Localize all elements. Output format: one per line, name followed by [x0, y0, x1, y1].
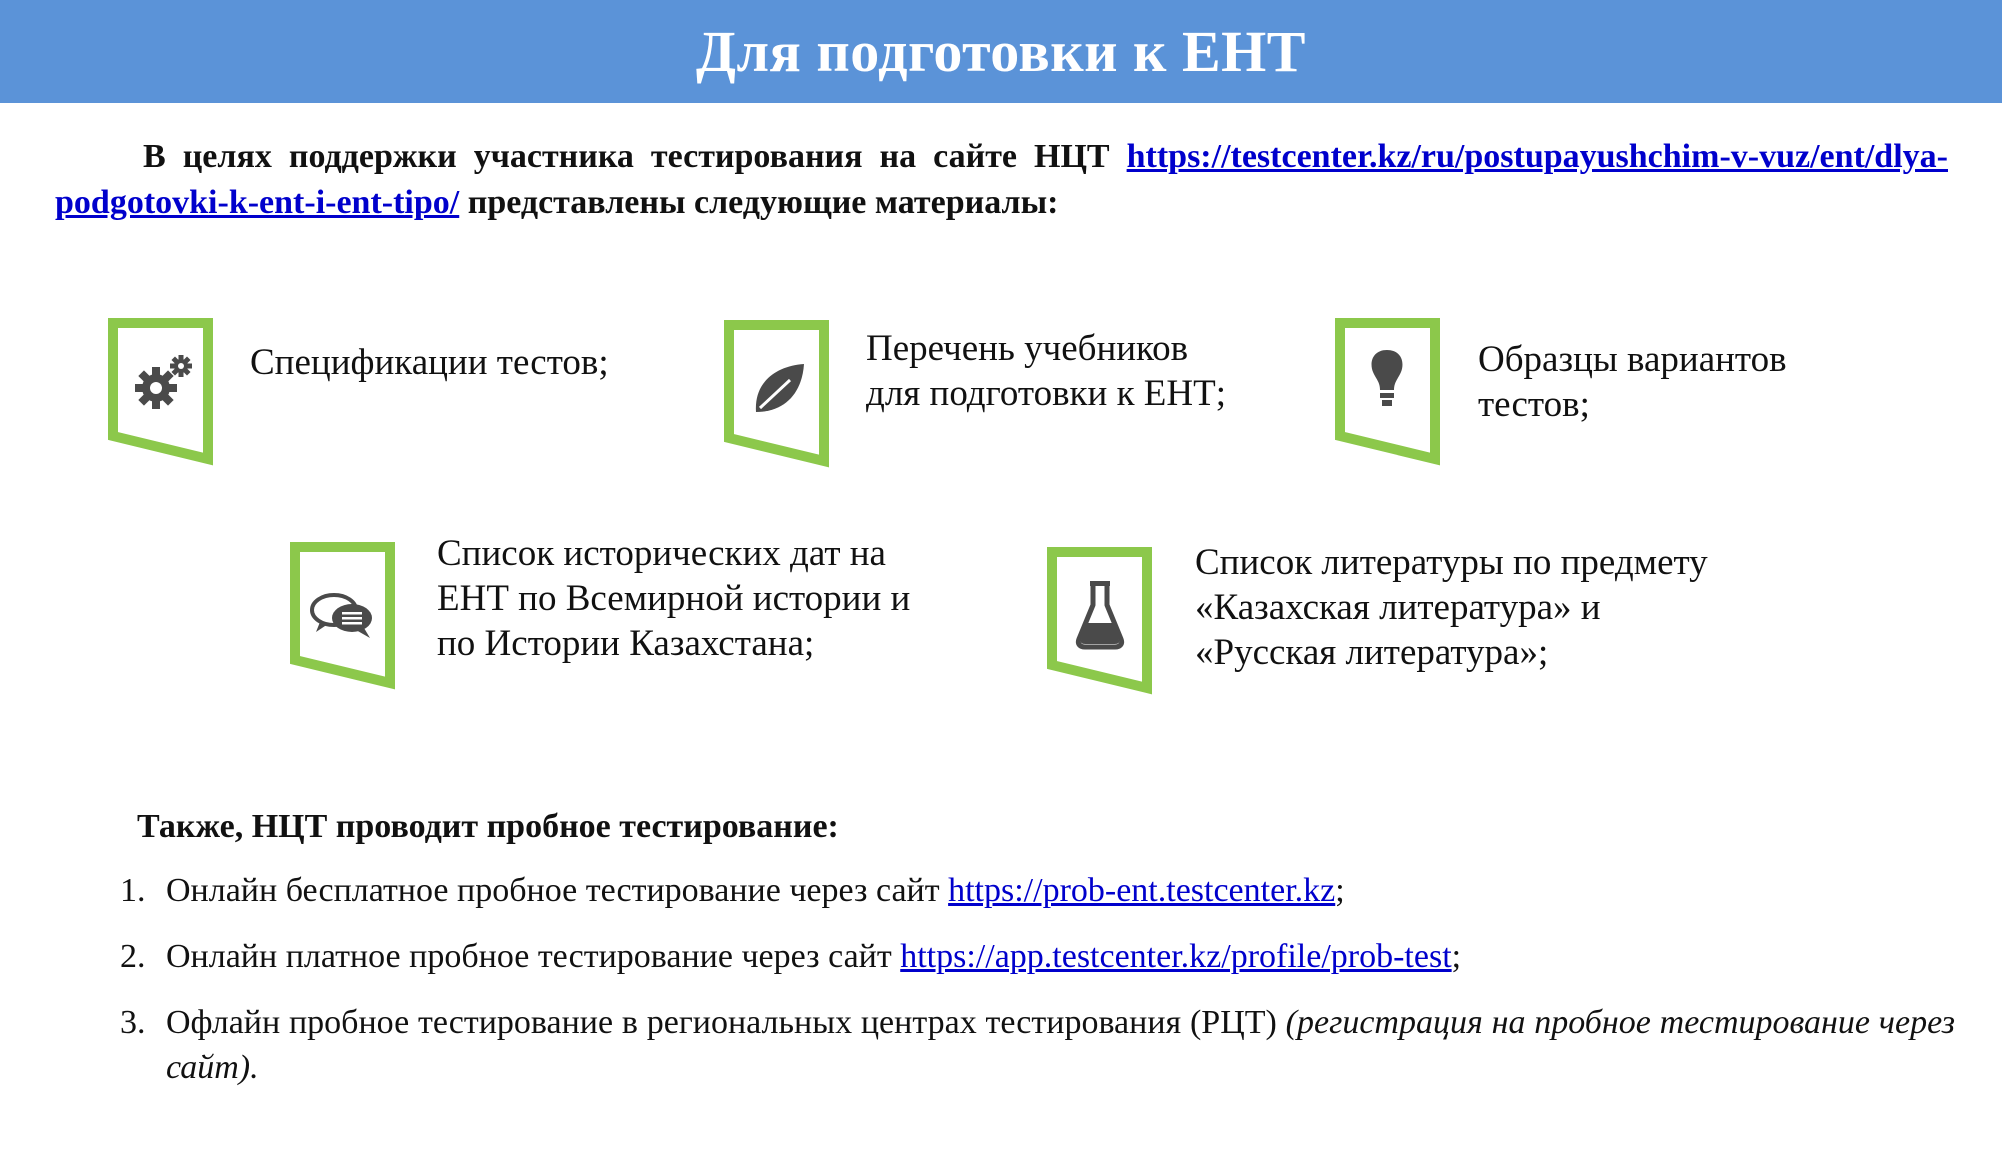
prob-ent-link[interactable]: https://prob-ent.testcenter.kz	[948, 872, 1336, 909]
page-title: Для подготовки к ЕНТ	[696, 19, 1306, 84]
list-number: 3.	[120, 1004, 146, 1041]
registration-note: (регистрация на пробное тестирование через сайт).	[166, 1004, 1955, 1086]
intro-link[interactable]: https://testcenter.kz/ru/postupayushchim-v-vuz/ent/dlya-podgotovki-k-ent-i-ent-tipo/	[55, 138, 1948, 221]
title-bar	[0, 0, 2002, 103]
also-heading: Также, НЦТ проводит пробное тестирование:	[137, 808, 839, 845]
flask-icon	[1047, 547, 1153, 695]
material-text: Список литературы по предмету «Казахская литература» и «Русская литература»;	[1195, 542, 1708, 673]
prob-test-link[interactable]: https://app.testcenter.kz/profile/prob-test	[900, 938, 1452, 975]
material-text: Перечень учебников для подготовки к ЕНТ;	[866, 328, 1226, 414]
intro-paragraph	[55, 134, 1948, 226]
lightbulb-icon	[1335, 318, 1441, 466]
gears-icon	[108, 318, 214, 466]
list-number: 1.	[120, 872, 146, 909]
material-text: Список исторических дат на ЕНТ по Всемирной истории и по Истории Казахстана;	[437, 533, 911, 664]
material-text: Спецификации тестов;	[250, 342, 609, 383]
intro-text: В целях поддержки участника тестирования на сайте НЦТ	[143, 138, 1127, 175]
leaf-icon	[724, 320, 830, 468]
chat-bubbles-icon	[290, 542, 396, 690]
intro-text-after: представлены следующие материалы:	[459, 184, 1059, 221]
list-number: 2.	[120, 938, 146, 975]
material-text: Образцы вариантов тестов;	[1478, 339, 1787, 425]
